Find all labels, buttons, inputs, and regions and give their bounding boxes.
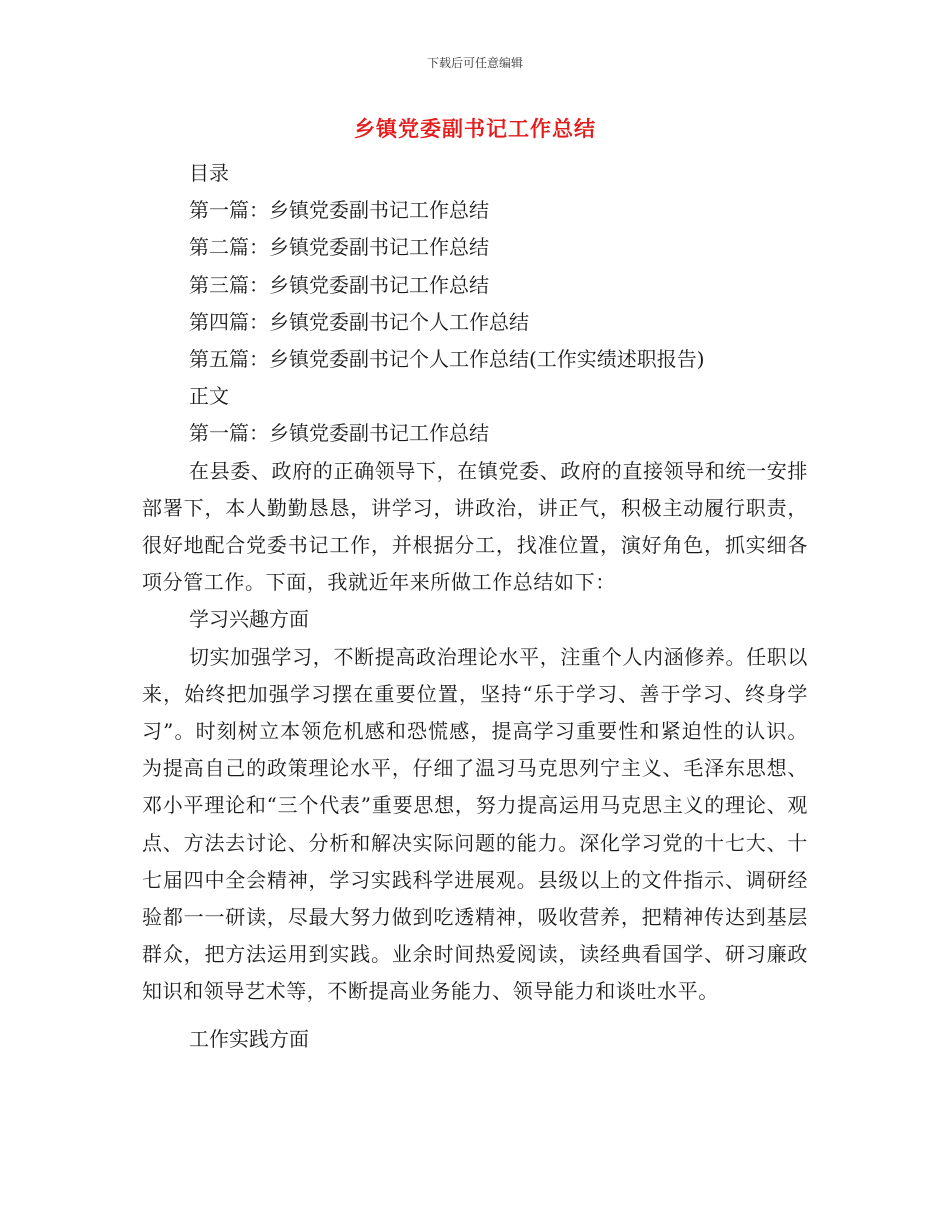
toc-item: 第三篇：乡镇党委副书记工作总结 bbox=[189, 272, 489, 297]
toc-item: 第二篇：乡镇党委副书记工作总结 bbox=[189, 235, 489, 260]
document-body bbox=[142, 155, 808, 1058]
section-heading: 学习兴趣方面 bbox=[189, 607, 309, 632]
section-heading: 工作实践方面 bbox=[189, 1026, 309, 1051]
toc-heading: 目录 bbox=[189, 161, 229, 185]
body-heading: 正文 bbox=[189, 384, 229, 409]
toc-item: 第一篇：乡镇党委副书记工作总结 bbox=[189, 198, 489, 223]
toc-item: 第五篇：乡镇党委副书记个人工作总结(工作实绩述职报告) bbox=[189, 347, 705, 372]
intro-paragraph: 在县委、政府的正确领导下，在镇党委、政府的直接领导和统一安排部署下，本人勤勤恳恳，讲学习，讲政治，讲正气，积极主动履行职责，很好地配合党委书记工作，并根据分工，找准位置，演好角色，抓实细各项分管工作。下面，我就近年来所做工作总结如下： bbox=[142, 458, 808, 595]
header-note: 下载后可任意编辑 bbox=[426, 56, 523, 70]
document-title: 乡镇党委副书记工作总结 bbox=[354, 117, 596, 141]
section-paragraph: 切实加强学习，不断提高政治理论水平，注重个人内涵修养。任职以来，始终把加强学习摆在重要位置，坚持“乐于学习、善于学习、终身学习”。时刻树立本领危机感和恐慌感，提高学习重要性和紧迫性的认识。为提高自己的政策理论水平，仔细了温习马克思列宁主义、毛泽东思想、邓小平理论和“三个代表”重要思想，努力提高运用马克思主义的理论、观点、方法去讨论、分析和解决实际问题的能力。深化学习党的十七大、十七届四中全会精神，学习实践科学进展观。县级以上的文件指示、调研经验都一一研读，尽最大努力做到吃透精神，吸收营养，把精神传达到基层群众，把方法运用到实践。业余时间热爱阅读，读经典看国学、研习廉政知识和领导艺术等，不断提高业务能力、领导能力和谈吐水平。 bbox=[142, 644, 808, 1004]
toc-item: 第四篇：乡镇党委副书记个人工作总结 bbox=[189, 309, 529, 334]
part-title: 第一篇：乡镇党委副书记工作总结 bbox=[189, 421, 489, 446]
